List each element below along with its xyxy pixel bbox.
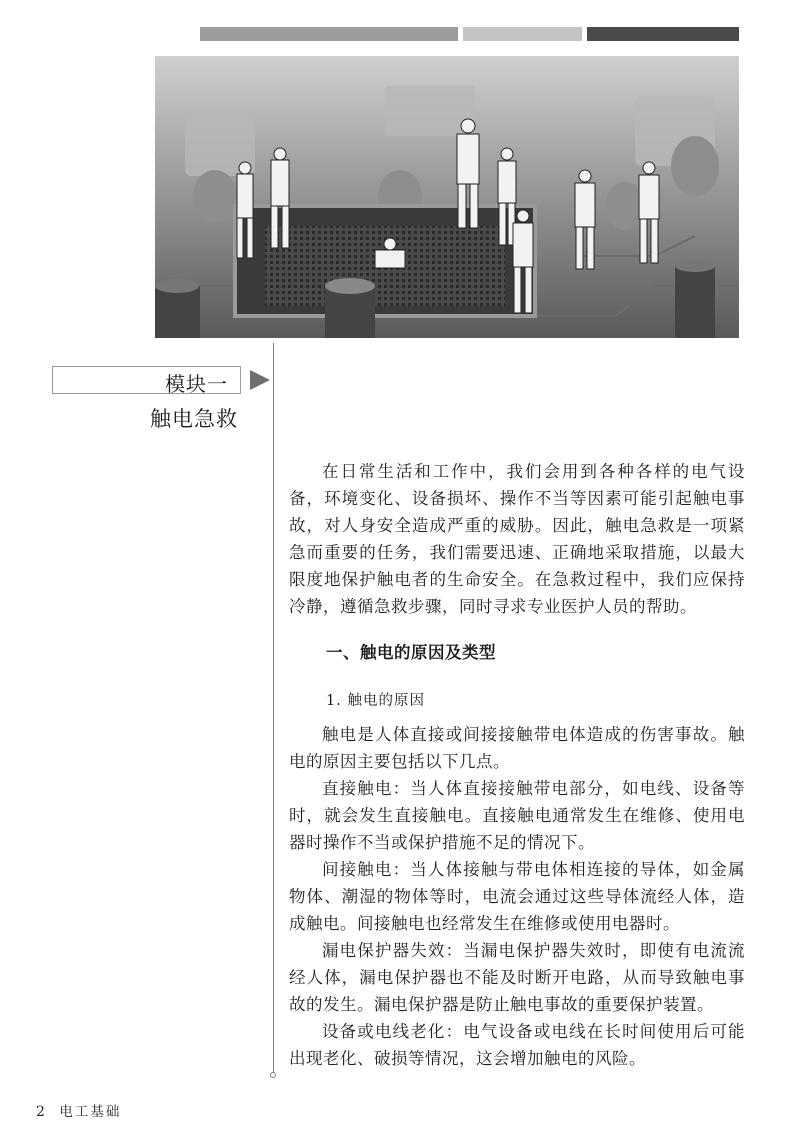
divider-end-dot [270,1072,276,1078]
body-paragraph: 间接触电：当人体接触与带电体相连接的导体，如金属物体、潮湿的物体等时，电流会通过这些导体流经人体，造成触电。间接触电也经常发生在维修或使用电器时。 [289,860,745,933]
book-title: 电工基础 [59,1104,122,1120]
main-content [289,458,745,1072]
intro-paragraph: 在日常生活和工作中，我们会用到各种各样的电气设备，环境变化、设备损坏、操作不当等因素可能引起触电事故，对人身安全造成严重的威胁。因此，触电急救是一项紧急而重要的任务，我们需要迅速、正确地采取措施，以最大限度地保护触电者的生命安全。在急救过程中，我们应保持冷静，遵循急救步骤，同时寻求专业医护人员的帮助。 [289,462,745,616]
header-bar-3 [587,27,739,41]
page-footer [36,1100,121,1120]
module-title: 触电急救 [150,407,238,431]
vertical-divider [273,343,274,1073]
page-number: 2 [36,1104,45,1120]
module-label: 模块一 [165,372,228,396]
header-bars [0,27,790,41]
body-paragraph: 设备或电线老化：电气设备或电线在长时间使用后可能出现老化、破损等情况，这会增加触电的风险。 [289,1022,745,1068]
circuit-board-workers-photo [155,56,739,338]
subsection-heading: 1. 触电的原因 [326,693,425,709]
body-paragraph: 漏电保护器失效：当漏电保护器失效时，即使有电流流经人体，漏电保护器也不能及时断开电路，从而导致触电事故的发生。漏电保护器是防止触电事故的重要保护装置。 [289,941,745,1014]
body-paragraph: 触电是人体直接或间接接触带电体造成的伤害事故。触电的原因主要包括以下几点。 [289,725,745,771]
module-label-box [52,366,241,394]
header-bar-2 [463,27,582,41]
arrow-right-icon [250,370,270,390]
section-heading: 一、触电的原因及类型 [326,643,496,662]
header-bar-1 [200,27,458,41]
body-paragraph: 直接触电：当人体直接接触带电部分，如电线、设备等时，就会发生直接触电。直接触电通常发生在维修、使用电器时操作不当或保护措施不足的情况下。 [289,779,745,852]
